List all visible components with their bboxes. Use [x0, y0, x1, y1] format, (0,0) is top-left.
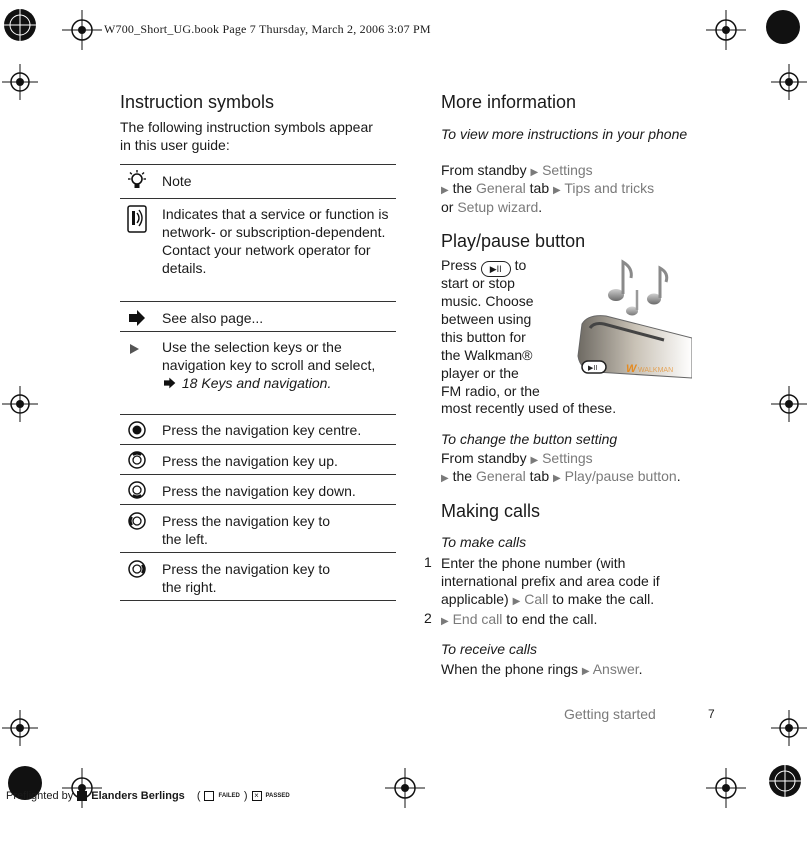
- intro-text: The following instruction symbols appear in this user guide:: [120, 119, 373, 153]
- step1-line1: Enter the phone number (with: [441, 555, 626, 571]
- section-title-making-calls: Making calls: [441, 501, 541, 521]
- registration-mark-icon: [2, 710, 38, 746]
- triangle-arrow-icon: ▶: [441, 473, 449, 484]
- divider: [120, 198, 396, 199]
- row-up-text: Press the navigation key up.: [162, 453, 338, 469]
- triangle-arrow-icon: ▶: [441, 185, 449, 196]
- registration-mark-icon: [706, 10, 746, 50]
- target-mark-icon: [768, 764, 802, 798]
- triangle-arrow-icon: ▶: [441, 616, 449, 627]
- footer-section: Getting started: [564, 706, 656, 722]
- corner-dot: [766, 10, 800, 44]
- receive-calls-line: When the phone rings ▶ Answer.: [441, 661, 643, 677]
- nav-right-icon: [126, 558, 148, 580]
- section-title-play-pause: Play/pause button: [441, 231, 586, 251]
- svg-text:W: W: [626, 363, 637, 375]
- phone-music-illustration: [560, 256, 692, 390]
- divider: [120, 504, 396, 505]
- more-info-line1: From standby ▶ Settings: [441, 162, 593, 178]
- registration-mark-icon: [2, 386, 38, 422]
- see-also-arrow-icon: [162, 377, 178, 389]
- divider: [120, 164, 396, 165]
- registration-mark-icon: [62, 768, 102, 808]
- step1-line2: international prefix and area code if: [441, 573, 660, 589]
- play-pause-line: FM radio, or the: [441, 383, 540, 399]
- svg-text:▶II: ▶II: [588, 365, 598, 372]
- play-pause-line: between using: [441, 311, 532, 327]
- divider: [120, 414, 396, 415]
- row-navigation-text: [162, 338, 394, 392]
- step2-line: ▶ End call to end the call.: [441, 611, 598, 627]
- registration-mark-icon: [706, 768, 746, 808]
- divider: [120, 444, 396, 445]
- section-title-instruction-symbols: Instruction symbols: [120, 92, 275, 112]
- play-pause-line: music. Choose: [441, 293, 534, 309]
- more-info-line3: or Setup wizard.: [441, 199, 543, 215]
- divider: [120, 331, 396, 332]
- registration-mark-icon: [771, 710, 807, 746]
- svg-text:WALKMAN: WALKMAN: [638, 367, 674, 374]
- checkbox-passed-icon: ×: [252, 791, 262, 801]
- brand-name: Elanders Berlings: [91, 790, 185, 802]
- subtitle-view-instructions: To view more instructions in your phone: [441, 126, 688, 142]
- section-title-more-information: More information: [441, 92, 577, 112]
- menu-settings: Settings: [542, 162, 593, 178]
- failed-label: FAILED: [218, 793, 240, 799]
- subtitle-make-calls: To make calls: [441, 534, 527, 550]
- play-pause-line: player or the: [441, 365, 519, 381]
- play-pause-line0: Press ▶II to: [441, 256, 526, 277]
- row-left-text: Press the navigation key to the left.: [162, 513, 331, 547]
- divider: [120, 301, 396, 302]
- network-service-icon: [126, 205, 148, 233]
- more-info-line2: ▶ the General tab ▶ Tips and tricks: [441, 180, 655, 196]
- play-pause-line: the Walkman®: [441, 347, 533, 363]
- row-navigation-main: Use the selection keys or the navigation key to scroll and select,: [162, 339, 376, 373]
- change-button-line2: ▶ the General tab ▶ Play/pause button.: [441, 468, 681, 484]
- change-button-line1: From standby ▶ Settings: [441, 450, 593, 466]
- brand-logo-icon: [77, 791, 87, 801]
- row-center-text: Press the navigation key centre.: [162, 422, 362, 438]
- triangle-arrow-icon: ▶: [512, 596, 521, 607]
- row-note-text: Note: [162, 173, 192, 189]
- registration-mark-icon: [771, 386, 807, 422]
- nav-left-icon: [126, 510, 148, 532]
- triangle-arrow-icon: ▶: [581, 666, 590, 677]
- play-pause-line: start or stop: [441, 275, 515, 291]
- preflight-stamp: Preflighted by Elanders Berlings ( FAILED ) × PASSED: [6, 790, 290, 802]
- triangle-arrow-icon: ▶: [530, 455, 539, 466]
- registration-mark-icon: [2, 64, 38, 100]
- divider: [120, 600, 396, 601]
- row-navigation-ref: 18 Keys and navigation.: [181, 375, 332, 391]
- divider: [120, 552, 396, 553]
- lightbulb-note-icon: [126, 170, 148, 192]
- step1-line3: applicable) ▶ Call to make the call.: [441, 591, 655, 607]
- step-number: 1: [424, 554, 432, 570]
- play-pause-line: most recently used of these.: [441, 400, 617, 416]
- preflight-label: Preflighted by: [6, 790, 74, 802]
- row-down-text: Press the navigation key down.: [162, 483, 356, 499]
- triangle-arrow-icon: ▶: [530, 167, 539, 178]
- subtitle-change-button: To change the button setting: [441, 431, 618, 447]
- registration-mark-icon: [62, 10, 102, 50]
- triangle-arrow-icon: [126, 338, 148, 360]
- triangle-arrow-icon: ▶: [553, 473, 561, 484]
- nav-up-icon: [126, 449, 148, 471]
- triangle-arrow-icon: ▶: [553, 185, 561, 196]
- page-number: 7: [708, 707, 715, 721]
- subtitle-receive-calls: To receive calls: [441, 641, 537, 657]
- divider: [120, 474, 396, 475]
- row-see-also-text: See also page...: [162, 310, 264, 326]
- target-mark-icon: [3, 8, 37, 42]
- play-pause-key-icon: ▶II: [481, 261, 511, 277]
- see-also-arrow-icon: [126, 307, 148, 329]
- passed-label: PASSED: [265, 793, 290, 799]
- step-number: 2: [424, 610, 432, 626]
- registration-mark-icon: [385, 768, 425, 808]
- checkbox-failed-icon: [204, 791, 214, 801]
- nav-down-icon: [126, 479, 148, 501]
- play-pause-line: this button for: [441, 329, 526, 345]
- page-header: W700_Short_UG.book Page 7 Thursday, March 2, 2006 3:07 PM: [104, 22, 431, 36]
- registration-mark-icon: [771, 64, 807, 100]
- nav-center-icon: [126, 419, 148, 441]
- row-right-text: Press the navigation key to the right.: [162, 561, 331, 595]
- row-network-text: Indicates that a service or function is network- or subscription-dependent. Contact your network operator for details.: [162, 206, 389, 276]
